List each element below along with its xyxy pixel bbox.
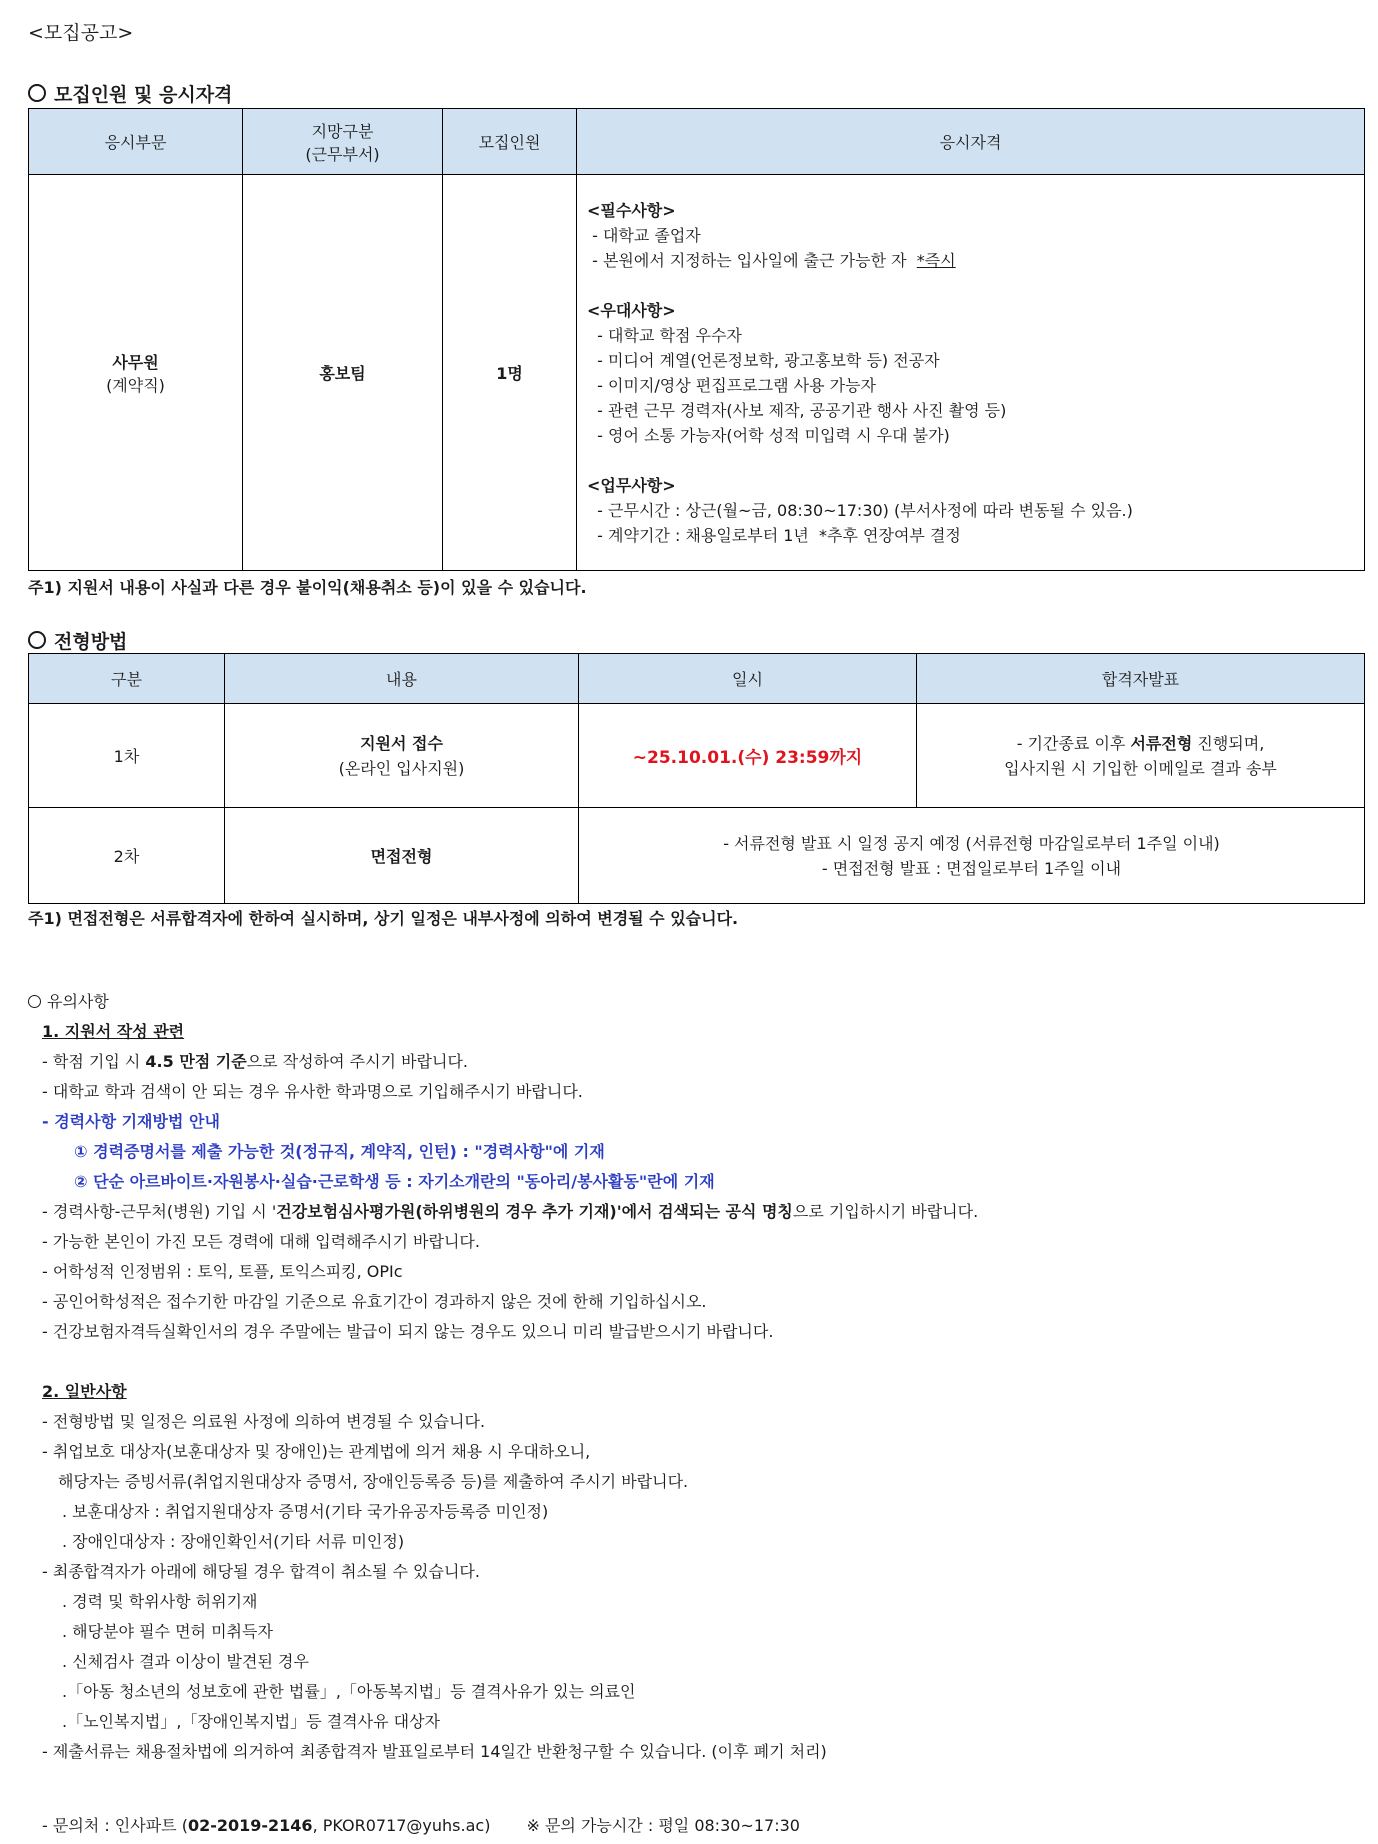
list-item: .「노인복지법」,「장애인복지법」등 결격사유 대상자 (62, 1712, 441, 1731)
header-qualification: 응시자격 (577, 109, 1365, 175)
list-item: - 경력사항-근무처(병원) 기입 시 '건강보험심사평가원(하위병원의 경우 추가 기재)'에서 검색되는 공식 명칭으로 기입하시기 바랍니다. (42, 1202, 979, 1221)
note-section1: 주1) 지원서 내용이 사실과 다른 경우 불이익(채용취소 등)이 있을 수 있습니다. (28, 578, 587, 597)
notice-heading: 유의사항 (28, 987, 1358, 1017)
list-item: 해당자는 증빙서류(취업지원대상자 증명서, 장애인등록증 등)를 제출하여 주시기 바랍니다. (58, 1472, 689, 1491)
selection-table (28, 653, 1365, 904)
list-item: - 최종합격자가 아래에 해당될 경우 합격이 취소될 수 있습니다. (42, 1562, 480, 1581)
list-item: - 공인어학성적은 접수기한 마감일 기준으로 유효기간이 경과하지 않은 것에 한해 기입하십시오. (42, 1292, 707, 1311)
cell-qualification: <필수사항> - 대학교 졸업자 - 본원에서 지정하는 입사일에 출근 가능한 자 *즉시 <우대사항> - 대학교 학점 우수자 - 미디어 계열(언론정보학, 광고홍보학 등) 전공자 - 이미지/영상 편집프로그램 사용 가능자 - 관련 근무 경력자(사보 제작, 공공기관 행사 사진 촬영 등) - 영어 소통 가능자(어학 성적 미입력 시 우대 불가) <업무사항> - 근무시간 : 상근(월~금, 08:30~17:30) (부서사정에 따라 변동될 수 있음.) - 계약기간 : 채용일로부터 1년 *추후 연장여부 결정 (577, 175, 1365, 571)
header-dept: 응시부문 (29, 109, 243, 175)
list-item: - 대학교 학과 검색이 안 되는 경우 유사한 학과명으로 기입해주시기 바랍니다. (42, 1082, 583, 1101)
cell-team: 홍보팀 (243, 175, 443, 571)
cell-content-2: 면접전형 (225, 808, 579, 904)
list-item: - 어학성적 인정범위 : 토익, 토플, 토익스피킹, OPIc (42, 1262, 403, 1281)
header-date: 일시 (579, 654, 917, 704)
header-count: 모집인원 (443, 109, 577, 175)
circle-bullet-icon (28, 631, 46, 649)
cell-dept: 사무원 (계약직) (29, 175, 243, 571)
list-item: . 신체검사 결과 이상이 발견된 경우 (62, 1652, 309, 1671)
list-item: ① 경력증명서를 제출 가능한 것(정규직, 계약직, 인턴) : "경력사항"에 기재 (74, 1142, 605, 1161)
list-item: ② 단순 아르바이트·자원봉사·실습·근로학생 등 : 자기소개란의 "동아리/봉사활동"란에 기재 (74, 1172, 715, 1191)
page-title: <모집공고> (28, 22, 134, 44)
circle-bullet-icon (28, 84, 46, 102)
cell-stage-2: 2차 (29, 808, 225, 904)
notice-subtitle-1: 1. 지원서 작성 관련 (42, 1022, 185, 1041)
header-choice: 지망구분 (근무부서) (243, 109, 443, 175)
list-item: . 해당분야 필수 면허 미취득자 (62, 1622, 273, 1641)
list-item: - 학점 기입 시 4.5 만점 기준으로 작성하여 주시기 바랍니다. (42, 1052, 468, 1071)
list-item: - 제출서류는 채용절차법에 의거하여 최종합격자 발표일로부터 14일간 반환청구할 수 있습니다. (이후 폐기 처리) (42, 1742, 827, 1761)
header-content: 내용 (225, 654, 579, 704)
contact-line: - 문의처 : 인사파트 (02-2019-2146, PKOR0717@yuhs.ac) ※ 문의 가능시간 : 평일 08:30~17:30 (42, 1816, 800, 1835)
circle-bullet-icon (28, 995, 41, 1008)
cell-result-2: - 서류전형 발표 시 일정 공지 예정 (서류전형 마감일로부터 1주일 이내) - 면접전형 발표 : 면접일로부터 1주일 이내 (579, 808, 1365, 904)
header-result: 합격자발표 (917, 654, 1365, 704)
cell-date-1: ~25.10.01.(수) 23:59까지 (579, 704, 917, 808)
cell-content-1: 지원서 접수 (온라인 입사지원) (225, 704, 579, 808)
list-item: - 전형방법 및 일정은 의료원 사정에 의하여 변경될 수 있습니다. (42, 1412, 486, 1431)
list-item: - 건강보험자격득실확인서의 경우 주말에는 발급이 되지 않는 경우도 있으니 미리 발급받으시기 바랍니다. (42, 1322, 774, 1341)
list-item: - 취업보호 대상자(보훈대상자 및 장애인)는 관계법에 의거 채용 시 우대하오니, (42, 1442, 591, 1461)
section-heading-recruitment: 모집인원 및 응시자격 (28, 80, 232, 107)
list-item: . 경력 및 학위사항 허위기재 (62, 1592, 258, 1611)
cell-result-1: - 기간종료 이후 서류전형 진행되며, 입사지원 시 기입한 이메일로 결과 송부 (917, 704, 1365, 808)
notice-subtitle-2: 2. 일반사항 (42, 1382, 127, 1401)
list-item: - 경력사항 기재방법 안내 (42, 1112, 220, 1131)
header-stage: 구분 (29, 654, 225, 704)
list-item: . 보훈대상자 : 취업지원대상자 증명서(기타 국가유공자등록증 미인정) (62, 1502, 549, 1521)
note-section2: 주1) 면접전형은 서류합격자에 한하여 실시하며, 상기 일정은 내부사정에 의하여 변경될 수 있습니다. (28, 909, 739, 928)
section-heading-selection: 전형방법 (28, 627, 127, 654)
recruitment-table (28, 108, 1365, 571)
cell-count: 1명 (443, 175, 577, 571)
notice-block (28, 987, 1358, 1841)
list-item: - 가능한 본인이 가진 모든 경력에 대해 입력해주시기 바랍니다. (42, 1232, 480, 1251)
cell-stage-1: 1차 (29, 704, 225, 808)
list-item: .「아동 청소년의 성보호에 관한 법률」,「아동복지법」등 결격사유가 있는 의료인 (62, 1682, 636, 1701)
list-item: . 장애인대상자 : 장애인확인서(기타 서류 미인정) (62, 1532, 405, 1551)
